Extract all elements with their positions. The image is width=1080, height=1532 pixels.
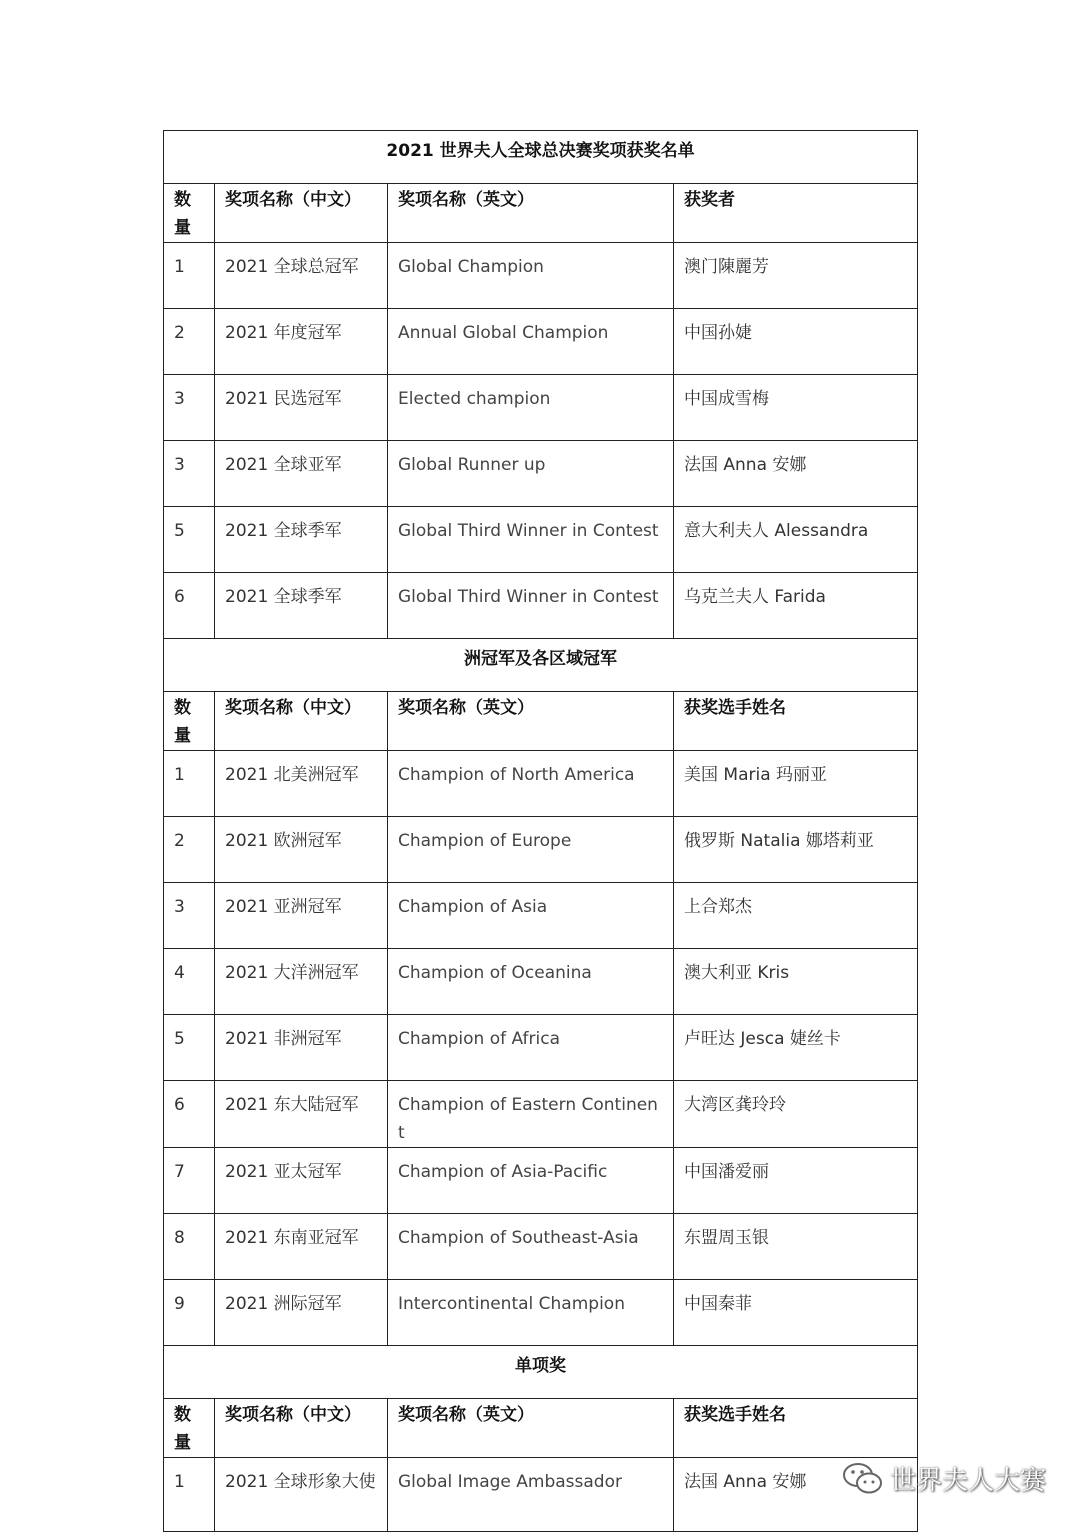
header-award-cn-cell: 奖项名称（中文） [215,692,388,751]
winner-cell: 中国秦菲 [674,1280,918,1346]
award-en-cell: Champion of North America [388,751,674,817]
header-award-en-cell: 奖项名称（英文） [388,1399,674,1458]
award-cn-cell: 2021 亚洲冠军 [215,883,388,949]
section2-title-row [164,639,918,692]
count-cell: 3 [164,441,215,507]
award-cn-cell: 2021 全球总冠军 [215,243,388,309]
winner-cell: 大湾区龚玲玲 [674,1081,918,1148]
table-row [164,883,918,949]
award-cn-cell: 2021 欧洲冠军 [215,817,388,883]
count-cell: 2 [164,309,215,375]
table-row [164,573,918,639]
table-row [164,441,918,507]
award-cn-cell: 2021 民选冠军 [215,375,388,441]
awards-table-body [164,131,918,1532]
winner-cell: 中国潘爱丽 [674,1148,918,1214]
award-en-cell: Champion of Europe [388,817,674,883]
header-count-cell: 数量 [164,1399,215,1458]
count-cell: 6 [164,573,215,639]
winner-cell: 东盟周玉银 [674,1214,918,1280]
award-en-cell: Global Third Winner in Contest [388,507,674,573]
award-cn-cell: 2021 大洋洲冠军 [215,949,388,1015]
award-en-cell: Global Runner up [388,441,674,507]
award-en-cell: Champion of Asia-Pacific [388,1148,674,1214]
section3-header-row [164,1399,918,1458]
award-en-cell: Intercontinental Champion [388,1280,674,1346]
table-row [164,243,918,309]
table-row [164,949,918,1015]
winner-cell: 澳大利亚 Kris [674,949,918,1015]
table-row [164,1214,918,1280]
award-cn-cell: 2021 洲际冠军 [215,1280,388,1346]
watermark-text: 世界夫人大赛 [889,1466,1046,1496]
winner-cell: 意大利夫人 Alessandra [674,507,918,573]
award-en-cell: Global Third Winner in Contest [388,573,674,639]
table-row [164,1015,918,1081]
award-cn-cell: 2021 全球季军 [215,573,388,639]
award-cn-cell: 2021 全球季军 [215,507,388,573]
watermark [842,1460,1046,1497]
count-cell: 3 [164,375,215,441]
table-title: 2021 世界夫人全球总决赛奖项获奖名单 [164,131,918,184]
count-cell: 7 [164,1148,215,1214]
count-cell: 2 [164,817,215,883]
wechat-icon [842,1461,884,1497]
count-cell: 1 [164,751,215,817]
award-cn-cell: 2021 全球形象大使 [215,1458,388,1532]
winner-cell: 法国 Anna 安娜 [674,441,918,507]
count-cell: 1 [164,243,215,309]
count-cell: 5 [164,507,215,573]
award-cn-cell: 2021 年度冠军 [215,309,388,375]
table-row [164,817,918,883]
award-cn-cell: 2021 全球亚军 [215,441,388,507]
table-row [164,507,918,573]
table-row [164,1148,918,1214]
table-row [164,375,918,441]
count-cell: 5 [164,1015,215,1081]
header-winner-cell: 获奖选手姓名 [674,1399,918,1458]
award-en-cell: Champion of Asia [388,883,674,949]
header-award-en-cell: 奖项名称（英文） [388,184,674,243]
awards-table [163,130,918,1532]
award-en-cell: Elected champion [388,375,674,441]
header-winner-cell: 获奖选手姓名 [674,692,918,751]
award-en-cell: Champion of Africa [388,1015,674,1081]
award-cn-cell: 2021 东南亚冠军 [215,1214,388,1280]
winner-cell: 澳门陳麗芳 [674,243,918,309]
section1-header-row [164,184,918,243]
table-row [164,751,918,817]
winner-cell: 中国成雪梅 [674,375,918,441]
count-cell: 1 [164,1458,215,1532]
winner-cell: 法国 Anna 安娜 [674,1458,918,1532]
winner-cell: 上合郑杰 [674,883,918,949]
award-en-cell: Global Champion [388,243,674,309]
table-title-row [164,131,918,184]
count-cell: 4 [164,949,215,1015]
table-row [164,1458,918,1532]
section2-title: 洲冠军及各区域冠军 [164,639,918,692]
count-cell: 8 [164,1214,215,1280]
count-cell: 3 [164,883,215,949]
count-cell: 9 [164,1280,215,1346]
section3-title: 单项奖 [164,1346,918,1399]
header-award-cn-cell: 奖项名称（中文） [215,1399,388,1458]
header-count-cell: 数量 [164,184,215,243]
table-row [164,309,918,375]
award-en-cell: Champion of Oceanina [388,949,674,1015]
header-count-cell: 数量 [164,692,215,751]
award-en-cell: Champion of Southeast-Asia [388,1214,674,1280]
award-en-cell: Global Image Ambassador [388,1458,674,1532]
table-row [164,1081,918,1148]
count-cell: 6 [164,1081,215,1148]
header-winner-cell: 获奖者 [674,184,918,243]
section2-header-row [164,692,918,751]
winner-cell: 中国孙婕 [674,309,918,375]
header-award-cn-cell: 奖项名称（中文） [215,184,388,243]
award-cn-cell: 2021 北美洲冠军 [215,751,388,817]
award-en-cell: Champion of Eastern Continent [388,1081,674,1148]
award-cn-cell: 2021 东大陆冠军 [215,1081,388,1148]
winner-cell: 卢旺达 Jesca 婕丝卡 [674,1015,918,1081]
winner-cell: 俄罗斯 Natalia 娜塔莉亚 [674,817,918,883]
award-cn-cell: 2021 非洲冠军 [215,1015,388,1081]
winner-cell: 乌克兰夫人 Farida [674,573,918,639]
award-en-cell: Annual Global Champion [388,309,674,375]
header-award-en-cell: 奖项名称（英文） [388,692,674,751]
table-row [164,1280,918,1346]
winner-cell: 美国 Maria 玛丽亚 [674,751,918,817]
section3-title-row [164,1346,918,1399]
award-cn-cell: 2021 亚太冠军 [215,1148,388,1214]
